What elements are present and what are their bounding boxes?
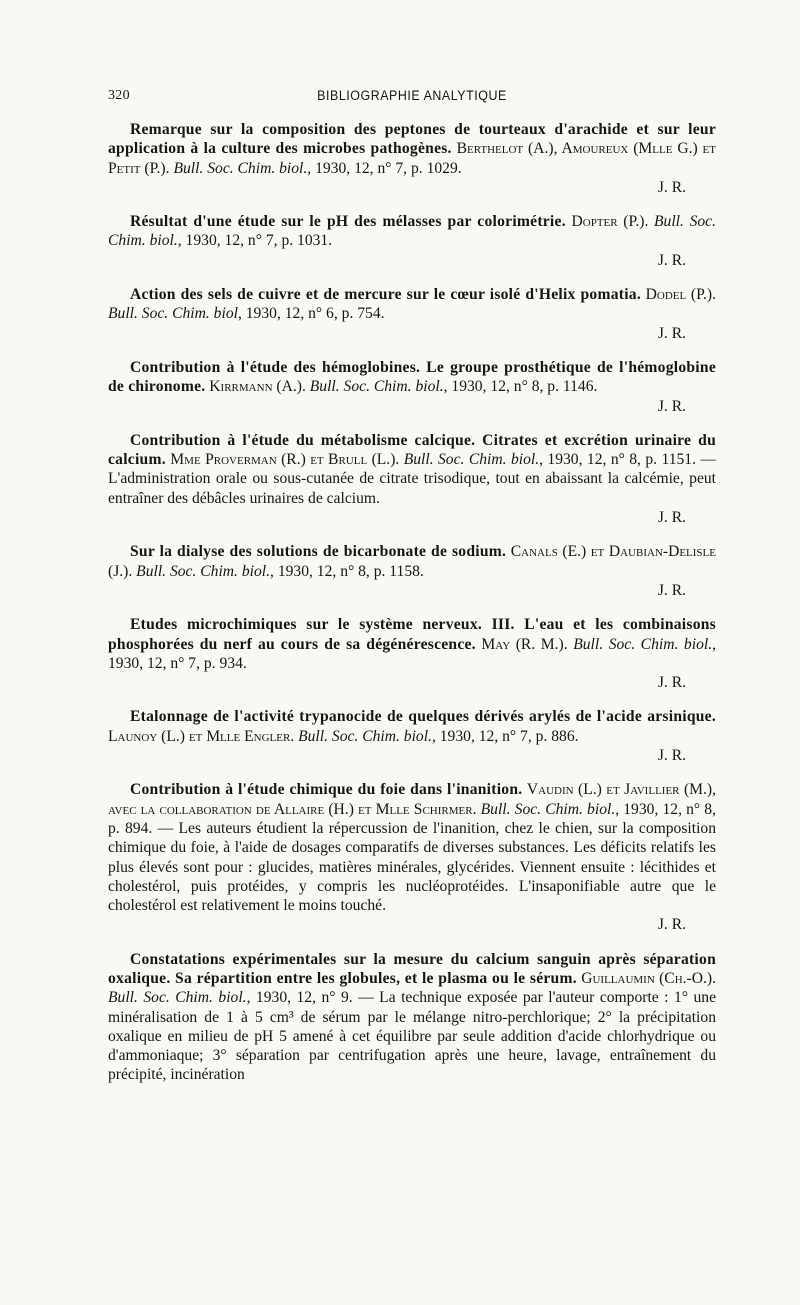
bibliography-entry bbox=[108, 212, 716, 270]
entry-text bbox=[108, 950, 716, 1085]
entry-text bbox=[108, 707, 716, 746]
bibliography-entry bbox=[108, 615, 716, 692]
bibliography-entry bbox=[108, 780, 716, 934]
entry-text bbox=[108, 358, 716, 397]
entry-signature: J. R. bbox=[657, 509, 686, 527]
entry-abstract: — Les auteurs étudient la répercussion de l'inanition, chez le chien, sur la composition chimique du foie, à l'aide de dosages comparatifs de diverses substances. Les déficits relatifs les plus élevés sont pour : glucides, matières minérales, glycérides. Viennent ensuite : lécithides et cholestérol, puis protéides, y compris les nucléoprotéides. L'insaponifiable autre que le cholestérol est relativement le moins touché. bbox=[108, 819, 717, 915]
entry-title: Résultat d'une étude sur le pH des mélasses par colorimétrie. bbox=[130, 213, 566, 231]
entry-text bbox=[108, 212, 716, 251]
entry-journal: Bull. Soc. Chim. biol. bbox=[573, 635, 713, 653]
bibliography-entry bbox=[108, 542, 716, 600]
page-number: 320 bbox=[108, 88, 130, 103]
entry-reference: , 1930, 12, n° 7, p. 886. bbox=[431, 727, 579, 745]
entry-signature: J. R. bbox=[657, 397, 686, 415]
entry-journal: Bull. Soc. Chim. biol. bbox=[480, 800, 616, 818]
entry-text bbox=[108, 615, 716, 673]
entry-signature: J. R. bbox=[657, 251, 686, 269]
entry-title: Etalonnage de l'activité trypanocide de quelques dérivés arylés de l'acide arsinique. bbox=[130, 708, 716, 726]
entry-reference: , 1930, 12, n° 7, p. 1031. bbox=[177, 232, 333, 250]
running-title: BIBLIOGRAPHIE ANALYTIQUE bbox=[317, 88, 507, 103]
bibliography-entry bbox=[108, 950, 716, 1085]
entry-abstract: — L'administration orale ou sous-cutanée de citrate trisodique, tout en abaissant la calcémie, peut entraîner des débâcles urinaires de calcium. bbox=[108, 451, 716, 507]
entry-signature: J. R. bbox=[657, 581, 686, 599]
bibliography-entry bbox=[108, 120, 716, 197]
entry-text bbox=[108, 285, 716, 324]
entry-reference: , 1930, 12, n° 7, p. 934. bbox=[108, 635, 716, 672]
entry-authors: Mme Proverman (R.) et Brull (L.). bbox=[170, 451, 400, 469]
entry-signature: J. R. bbox=[657, 674, 686, 692]
entry-journal: Bull. Soc. Chim. biol. bbox=[136, 562, 271, 580]
entry-journal: Bull. Soc. Chim. biol. bbox=[309, 378, 444, 396]
entry-signature: J. R. bbox=[657, 324, 686, 342]
entry-reference: , 1930, 12, n° 8, p. 1146. bbox=[443, 378, 598, 396]
entry-text bbox=[108, 780, 716, 915]
entry-title: Constatations expérimentales sur la mesure du calcium sanguin après séparation oxalique. Sa répartition entre les globules, et le plasma ou le sérum. bbox=[108, 950, 716, 987]
entry-title: Remarque sur la composition des peptones de tourteaux d'arachide et sur leur application à la culture des microbes pathogènes. bbox=[108, 121, 716, 158]
bibliography-entry bbox=[108, 707, 716, 765]
entry-abstract: — La technique exposée par l'auteur comporte : 1° une minéralisation de 1 à 5 cm³ de sérum par le mélange nitro-perchlorique; 2° la précipitation oxalique en milieu de pH 5 amené à cet équilibre par seule addition d'acide chlorhydrique ou d'ammoniaque; 3° séparation par centrifugation après une heure, lavage, entraînement du précipité, incinération bbox=[108, 989, 716, 1084]
entry-reference: , 1930, 12, n° 9. bbox=[246, 989, 353, 1007]
entry-reference: , 1930, 12, n° 6, p. 754. bbox=[237, 305, 385, 323]
entry-authors: Kirrmann (A.). bbox=[209, 378, 306, 396]
entry-authors: Guillaumin (Ch.-O.). bbox=[581, 969, 716, 987]
entry-authors: Launoy (L.) et Mlle Engler. bbox=[108, 727, 295, 745]
entry-signature: J. R. bbox=[657, 747, 686, 765]
entry-authors: Berthelot (A.), Amoureux (Mlle G.) et Petit (P.). bbox=[108, 140, 716, 177]
entry-title: Sur la dialyse des solutions de bicarbonate de sodium. bbox=[130, 543, 507, 561]
bibliography-list bbox=[108, 120, 716, 1100]
page-header bbox=[108, 88, 716, 108]
entry-title: Contribution à l'étude du métabolisme calcique. Citrates et excrétion urinaire du calcium. bbox=[108, 431, 716, 469]
entry-journal: Bull. Soc. Chim. biol. bbox=[108, 213, 716, 250]
entry-reference: , 1930, 12, n° 7, p. 1029. bbox=[307, 159, 462, 177]
entry-signature: J. R. bbox=[657, 916, 686, 934]
entry-journal: Bull. Soc. Chim. biol. bbox=[173, 159, 308, 177]
bibliography-entry bbox=[108, 358, 716, 416]
entry-authors: Dodel (P.). bbox=[645, 286, 716, 304]
entry-text bbox=[108, 120, 716, 178]
entry-reference: , 1930, 12, n° 8, p. 1151. bbox=[539, 451, 696, 469]
entry-journal: Bull. Soc. Chim. biol. bbox=[403, 451, 540, 469]
entry-text bbox=[108, 431, 716, 508]
entry-authors: Canals (E.) et Daubian-Delisle (J.). bbox=[108, 543, 716, 580]
entry-title: Contribution à l'étude des hémoglobines. Le groupe prosthétique de l'hémoglobine de chironome. bbox=[108, 358, 716, 396]
bibliography-entry bbox=[108, 285, 716, 343]
entry-authors: Vaudin (L.) et Javillier (M.), avec la collaboration de Allaire (H.) et Mlle Schirmer. bbox=[108, 781, 716, 818]
entry-authors: May (R. M.). bbox=[481, 635, 568, 653]
entry-authors: Dopter (P.). bbox=[571, 213, 649, 231]
entry-journal: Bull. Soc. Chim. biol. bbox=[108, 989, 247, 1007]
bibliography-entry bbox=[108, 431, 716, 527]
entry-reference: , 1930, 12, n° 8, p. 894. bbox=[108, 800, 716, 837]
entry-title: Action des sels de cuivre et de mercure sur le cœur isolé d'Helix pomatia. bbox=[130, 286, 641, 304]
entry-journal: Bull. Soc. Chim. biol bbox=[108, 305, 238, 323]
entry-text bbox=[108, 542, 716, 581]
entry-reference: , 1930, 12, n° 8, p. 1158. bbox=[270, 562, 424, 580]
entry-journal: Bull. Soc. Chim. biol. bbox=[298, 727, 432, 745]
entry-title: Contribution à l'étude chimique du foie dans l'inanition. bbox=[130, 781, 523, 799]
entry-title: Etudes microchimiques sur le système nerveux. III. L'eau et les combinaisons phosphorées du nerf au cours de sa dégénérescence. bbox=[108, 616, 716, 653]
entry-signature: J. R. bbox=[657, 178, 686, 196]
